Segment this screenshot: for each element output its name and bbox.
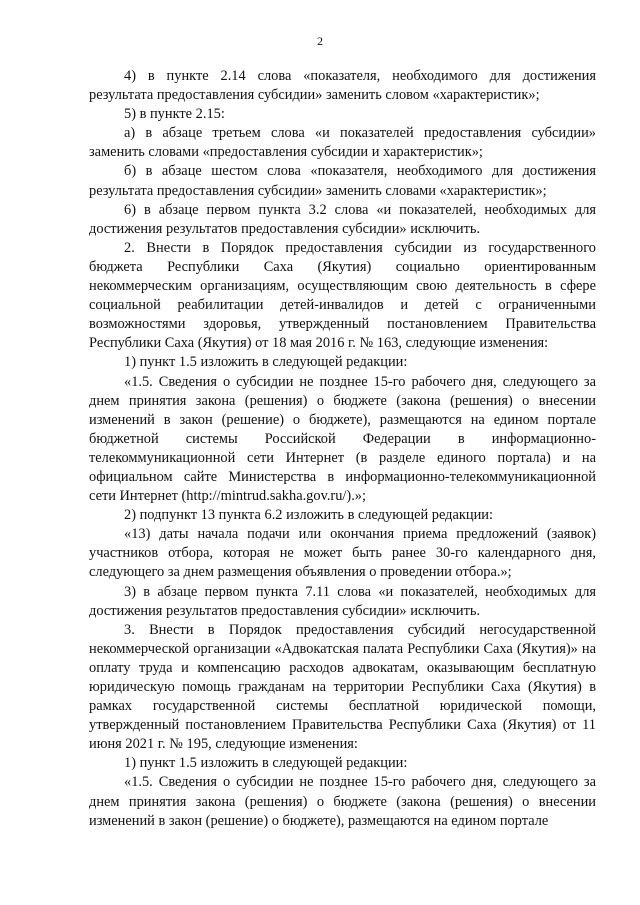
paragraph: а) в абзаце третьем слова «и показателей предоставления субсидии» заменить словами «предоставления субсидии и характеристик»; [89,125,596,161]
paragraph: 4) в пункте 2.14 слова «показателя, необходимого для достижения результата предоставления субсидии» заменить словом «характеристик»; [89,68,596,104]
paragraph: 6) в абзаце первом пункта 3.2 слова «и показателей, необходимых для достижения результатов предоставления субсидии» исключить. [89,201,596,237]
paragraph: 3) в абзаце первом пункта 7.11 слова «и показателей, необходимых для достижения результатов предоставления субсидии» исключить. [89,583,596,619]
paragraph: 3. Внести в Порядок предоставления субсидий негосударственной некоммерческой организации «Адвокатская палата Республики Саха (Якутия)» на оплату труда и компенсацию расходов адвокатам, оказывающим бесплатную юридическую помощь гражданам на территории Республики Саха (Якутия) в рамках государственной системы бесплатной юридической помощи, утвержденный постановлением Правительства Республики Саха (Якутия) от 11 июня 2021 г. № 195, следующие изменения: [89,621,596,753]
document-body [89,67,596,831]
paragraph: «1.5. Сведения о субсидии не позднее 15-го рабочего дня, следующего за днем принятия закона (решения) о бюджете (закона (решения) о внесении изменений в закон (решение) о бюджете), размещаются на едином портале бюджетной системы Российской Федерации в информационно-телекоммуникационной сети Интернет (в разделе единого портала) и на официальном сайте Министерства в информационно-телекоммуникационной сети Интернет (http://mintrud.sakha.gov.ru/).»; [89,373,596,505]
paragraph: б) в абзаце шестом слова «показателя, необходимого для достижения результата предоставления субсидии» заменить словами «характеристик»; [89,163,596,199]
paragraph: «13) даты начала подачи или окончания приема предложений (заявок) участников отбора, которая не может быть ранее 30-го календарного дня, следующего за днем размещения объявления о проведении отбора.»; [89,526,596,581]
paragraph: 1) пункт 1.5 изложить в следующей редакции: [124,354,408,371]
page-number: 2 [317,34,323,48]
paragraph: «1.5. Сведения о субсидии не позднее 15-го рабочего дня, следующего за днем принятия закона (решения) о бюджете (закона (решения) о внесении изменений в закон (решение) о бюджете), размещаются на едином портале [89,774,596,829]
paragraph: 1) пункт 1.5 изложить в следующей редакции: [124,755,408,772]
paragraph: 2. Внести в Порядок предоставления субсидии из государственного бюджета Республики Саха (Якутия) социально ориентированным некоммерческим организациям, осуществляющим свою деятельность в сфере социальной реабилитации детей-инвалидов и детей с ограниченными возможностями здоровья, утвержденный постановлением Правительства Республики Саха (Якутия) от 18 мая 2016 г. № 163, следующие изменения: [89,239,596,352]
paragraph: 5) в пункте 2.15: [124,106,225,123]
paragraph: 2) подпункт 13 пункта 6.2 изложить в следующей редакции: [124,507,493,524]
